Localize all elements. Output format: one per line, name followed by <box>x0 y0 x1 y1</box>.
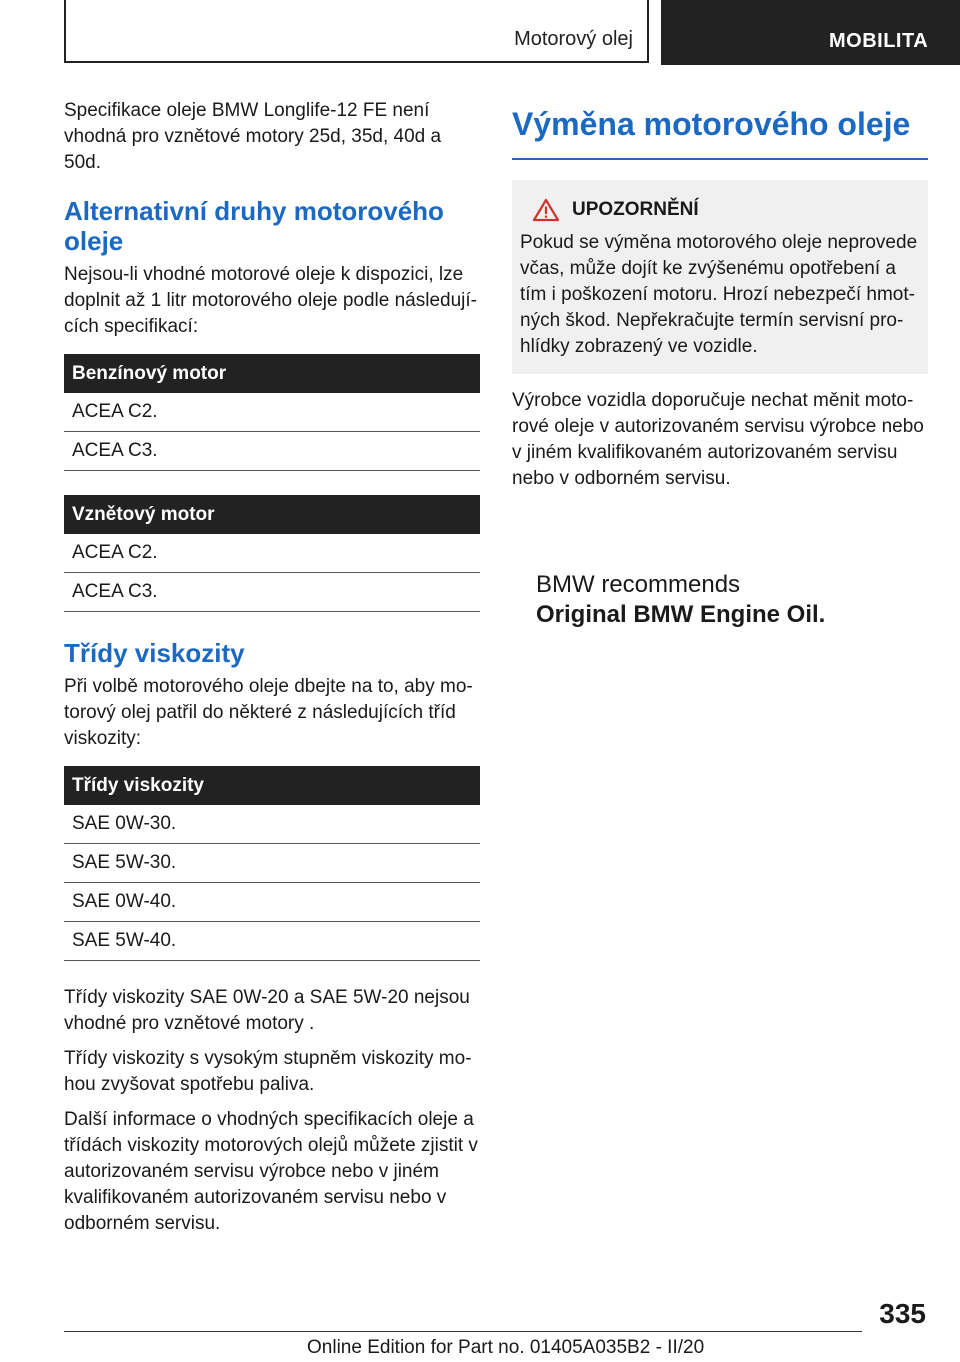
table-header: Vznětový motor <box>64 495 480 534</box>
table-row: SAE 5W-30. <box>64 844 480 883</box>
promo-line-recommends: BMW recommends <box>536 571 741 598</box>
bmw-oil-promo <box>536 570 896 630</box>
warning-header <box>520 198 920 222</box>
intro-paragraph: Specifikace oleje BMW Longlife-12 FE není vhodná pro vznětové motory 25d, 35d, 40d a 50d. <box>64 100 442 173</box>
table-header: Benzínový motor <box>64 354 480 393</box>
left-column <box>64 98 480 1237</box>
right-column <box>512 98 928 492</box>
footer-divider <box>64 1331 862 1332</box>
table-header: Třídy viskozity <box>64 766 480 805</box>
oil-change-heading: Výměna motorového oleje <box>512 98 928 160</box>
table-row: ACEA C2. <box>64 393 480 432</box>
diesel-spec-table <box>64 495 480 612</box>
header-chapter-tab: MOBILITA <box>661 0 960 65</box>
warning-title: UPOZORNĚNÍ <box>572 199 699 220</box>
table-row: SAE 0W-30. <box>64 805 480 844</box>
table-row: SAE 0W-40. <box>64 883 480 922</box>
table-row: ACEA C3. <box>64 573 480 612</box>
manufacturer-recommendation-paragraph: Výrobce vozidla doporučuje nechat měnit motorové oleje v autorizovaném servisu výrobce nebo v jiném kvalifikovaném autorizovaném servisu nebo v odborném servisu. <box>512 390 924 489</box>
footer-edition: Online Edition for Part no. 01405A035B2 - II/20 <box>307 1337 705 1358</box>
header-section-title: Motorový olej <box>514 28 633 50</box>
viscosity-heading: Třídy viskozity <box>64 638 245 668</box>
page-number: 335 <box>879 1298 926 1329</box>
viscosity-note-paragraph: Třídy viskozity SAE 0W-20 a SAE 5W-20 nejsou vhodné pro vznětové motory . <box>64 987 470 1034</box>
alt-oils-heading: Alternativní druhy motorového oleje <box>64 196 444 256</box>
viscosity-table <box>64 766 480 961</box>
header-section-box <box>64 0 649 63</box>
table-row: SAE 5W-40. <box>64 922 480 961</box>
promo-line-original-oil: Original BMW Engine Oil. <box>536 601 826 628</box>
viscosity-paragraph: Při volbě motorového oleje dbejte na to, aby motorový olej patřil do některé z následujících tříd viskozity: <box>64 676 473 749</box>
warning-triangle-icon <box>532 198 560 222</box>
alt-oils-paragraph: Nejsou-li vhodné motorové oleje k dispozici, lze doplnit až 1 litr motorového oleje podle následujících specifikací: <box>64 264 477 337</box>
table-row: ACEA C3. <box>64 432 480 471</box>
warning-box <box>512 180 928 374</box>
further-info-paragraph: Další informace o vhodných specifikacích oleje a třídách viskozity motorových olejů můžete zjistit v autorizovaném servisu výrobce nebo v jiném kvalifikovaném autorizovaném servisu nebo v odborném servisu. <box>64 1109 478 1234</box>
viscosity-consumption-paragraph: Třídy viskozity s vysokým stupněm viskozity mohou zvyšovat spotřebu paliva. <box>64 1048 472 1095</box>
petrol-spec-table <box>64 354 480 471</box>
warning-text: Pokud se výměna motorového oleje neprovede včas, může dojít ke zvýšenému opotřebení a tím i poškození motoru. Hrozí nebezpečí hmotných škod. Nepřekračujte termín servisní prohlídky zobrazený ve vozidle. <box>520 232 918 357</box>
table-row: ACEA C2. <box>64 534 480 573</box>
